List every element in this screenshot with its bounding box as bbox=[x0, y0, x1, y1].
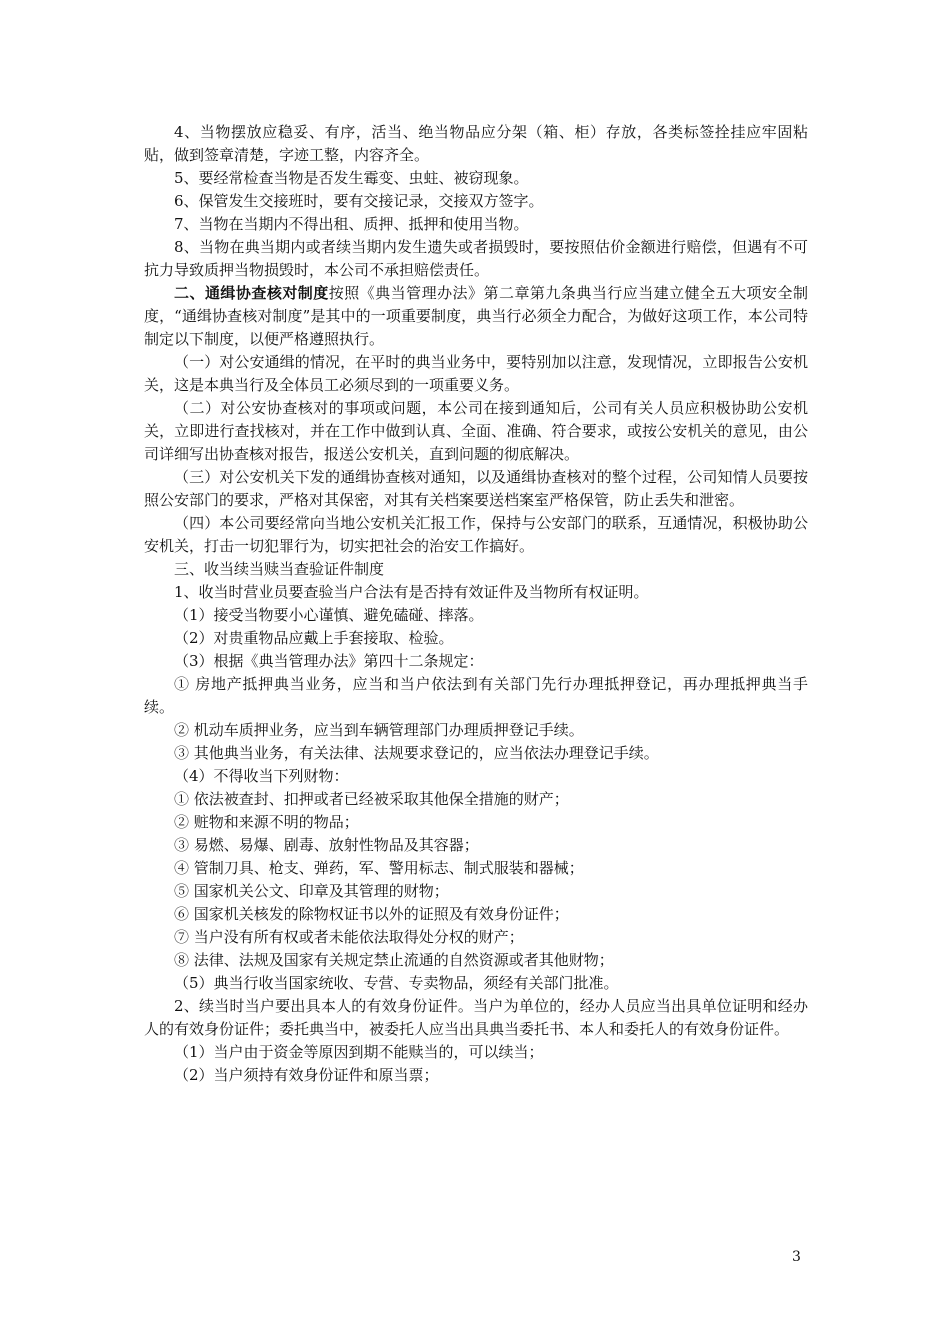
list-item: （4）不得收当下列财物： bbox=[174, 767, 349, 785]
list-item: ② 机动车质押业务，应当到车辆管理部门办理质押登记手续。 bbox=[174, 721, 584, 739]
list-item: ① 依法被查封、扣押或者已经被采取其他保全措施的财产； bbox=[174, 790, 569, 808]
section-text: 按照《典当管理办法》第二章第九条典当行应当建立健全五大项安全制度，“通缉协查核对制度”是其中的一项重要制度，典当行必须全力配合，为做好这项工作，本公司特制定以下制度，以便严格遵照执行。 bbox=[144, 284, 808, 348]
paragraph: （四）本公司要经常向当地公安机关汇报工作，保持与公安部门的联系，互通情况，积极协助公安机关，打击一切犯罪行为，切实把社会的治安工作搞好。 bbox=[144, 514, 808, 555]
list-item: ⑤ 国家机关公文、印章及其管理的财物； bbox=[174, 882, 449, 900]
list-item: ④ 管制刀具、枪支、弹药，军、警用标志、制式服装和器械； bbox=[174, 859, 584, 877]
paragraph: 2、续当时当户要出具本人的有效身份证件。当户为单位的，经办人员应当出具单位证明和经办人的有效身份证件；委托典当中，被委托人应当出具典当委托书、本人和委托人的有效身份证件。 bbox=[144, 997, 808, 1038]
paragraph: 4、当物摆放应稳妥、有序，活当、绝当物品应分架（箱、柜）存放，各类标签拴挂应牢固粘贴，做到签章清楚，字迹工整，内容齐全。 bbox=[144, 123, 808, 164]
paragraph: 5、要经常检查当物是否发生霉变、虫蛀、被窃现象。 bbox=[174, 169, 529, 187]
paragraph: （三）对公安机关下发的通缉协查核对通知，以及通缉协查核对的整个过程，公司知情人员要按照公安部门的要求，严格对其保密，对其有关档案要送档案室严格保管，防止丢失和泄密。 bbox=[144, 468, 808, 509]
section-paragraph bbox=[144, 282, 808, 351]
list-item: ③ 易燃、易爆、剧毒、放射性物品及其容器； bbox=[174, 836, 479, 854]
paragraph: 1、收当时营业员要查验当户合法有是否持有效证件及当物所有权证明。 bbox=[174, 583, 649, 601]
section-heading: 二、通缉协查核对制度 bbox=[174, 284, 329, 302]
list-item: ⑥ 国家机关核发的除物权证书以外的证照及有效身份证件； bbox=[174, 905, 569, 923]
list-item: ⑦ 当户没有所有权或者未能依法取得处分权的财产； bbox=[174, 928, 524, 946]
paragraph: （二）对公安协查核对的事项或问题，本公司在接到通知后，公司有关人员应积极协助公安机关，立即进行查找核对，并在工作中做到认真、全面、准确、符合要求，或按公安机关的意见，由公司详细写出协查核对报告，报送公安机关，直到问题的彻底解决。 bbox=[144, 399, 808, 463]
paragraph: 7、当物在当期内不得出租、质押、抵押和使用当物。 bbox=[174, 215, 529, 233]
list-item: ③ 其他典当业务，有关法律、法规要求登记的，应当依法办理登记手续。 bbox=[174, 744, 659, 762]
document-body bbox=[144, 121, 808, 1087]
page-number: 3 bbox=[792, 1249, 801, 1265]
list-item: （3）根据《典当管理办法》第四十二条规定： bbox=[174, 652, 484, 670]
list-item: ② 赃物和来源不明的物品； bbox=[174, 813, 359, 831]
list-item: （1）当户由于资金等原因到期不能赎当的，可以续当； bbox=[174, 1043, 544, 1061]
list-item: （5）典当行收当国家统收、专营、专卖物品，须经有关部门批准。 bbox=[174, 974, 619, 992]
list-item: ① 房地产抵押典当业务，应当和当户依法到有关部门先行办理抵押登记，再办理抵押典当手续。 bbox=[144, 675, 808, 716]
paragraph: 8、当物在典当期内或者续当期内发生遗失或者损毁时，要按照估价金额进行赔偿，但遇有不可抗力导致质押当物损毁时，本公司不承担赔偿责任。 bbox=[144, 238, 808, 279]
list-item: ⑧ 法律、法规及国家有关规定禁止流通的自然资源或者其他财物； bbox=[174, 951, 614, 969]
list-item: （2）对贵重物品应戴上手套接取、检验。 bbox=[174, 629, 454, 647]
list-item: （2）当户须持有效身份证件和原当票； bbox=[174, 1066, 439, 1084]
section-title: 三、收当续当赎当查验证件制度 bbox=[174, 560, 385, 578]
paragraph: 6、保管发生交接班时，要有交接记录，交接双方签字。 bbox=[174, 192, 544, 210]
paragraph: （一）对公安通缉的情况，在平时的典当业务中，要特别加以注意，发现情况，立即报告公安机关，这是本典当行及全体员工必须尽到的一项重要义务。 bbox=[144, 353, 808, 394]
list-item: （1）接受当物要小心谨慎、避免磕碰、摔落。 bbox=[174, 606, 484, 624]
